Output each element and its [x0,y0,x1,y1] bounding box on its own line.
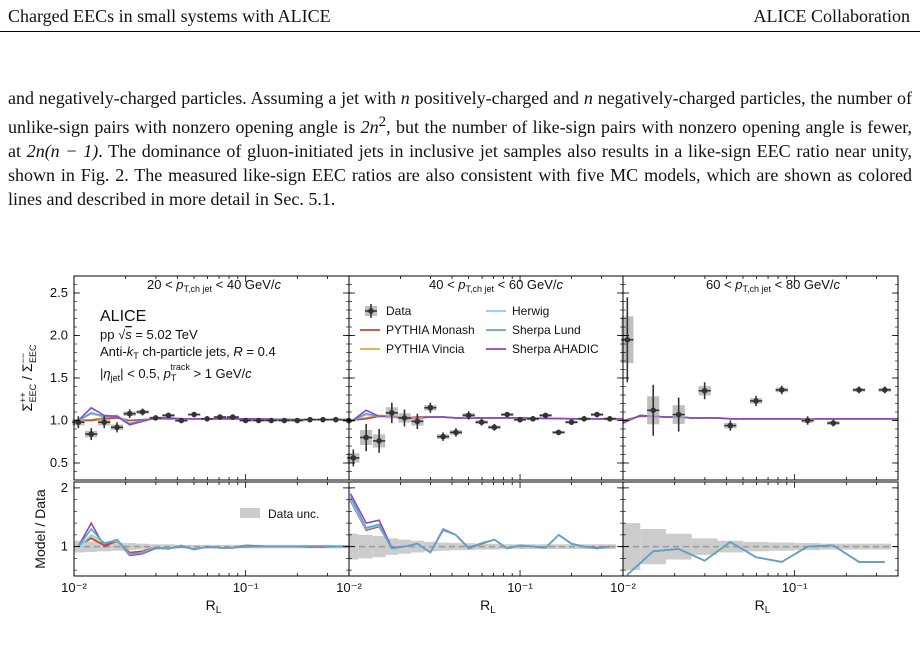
data-point [440,434,446,440]
data-point [556,430,562,436]
data-point [307,417,313,423]
data-point [466,413,472,419]
legend-unc-label: Data unc. [268,507,320,521]
data-point [530,416,536,422]
x-tick-label: 10⁻¹ [507,580,533,595]
panel-title: $20 < p_{T,ch jet} < 40$ GeV/c [147,277,282,294]
data-point [650,408,656,414]
body-paragraph: and negatively-charged particles. Assuming a jet with n positively-charged and n negatively-charged particles, the number of unlike-sign pairs with nonzero opening angle is $2n^2$, but the number of like-sign pairs with nonzero opening angle is fewer, at 2n(n − 1). The dominance of gluon-initiated jets in inclusive jet samples also results in a like-sign EEC ratio near unity, shown in Fig. 2. The measured like-sign EEC ratios are also consistent with five MC models, which are shown as colored lines and described in more detail in Sec. 5.1. [8,88,913,209]
data-unc-band [769,543,795,551]
header-rule [0,31,920,32]
model-line-sherpa_ahadic [74,408,349,425]
data-point [243,418,249,424]
data-point [728,423,734,429]
data-point [428,405,434,411]
x-tick-label: 10⁻² [610,580,636,595]
y-tick-label: 2.5 [49,285,68,300]
data-point [856,387,862,393]
data-point [415,419,421,425]
y-tick-label: 1.5 [49,370,68,385]
y-tick-label: 2.0 [49,327,68,343]
data-point [363,435,369,441]
ratio-line-sherpa_lund [351,497,610,553]
panel-frame-bottom [349,482,623,576]
data-point [625,337,631,343]
data-point [581,416,587,422]
y-axis-label-bottom: Model / Data [32,489,48,569]
legend-pythia-monash-label: PYTHIA Monash [386,323,475,337]
panel-frame-top [623,276,898,480]
data-point [753,398,759,404]
data-point [153,415,159,421]
data-point [805,418,811,424]
data-point [179,418,185,424]
panel-frame-bottom [74,482,349,576]
legend-data-point [368,308,374,314]
legend-data-label: Data [386,304,412,318]
x-axis-label: $R_L$ [205,597,222,616]
data-point [114,425,120,431]
data-point [191,412,197,418]
data-point [882,387,888,393]
y-tick-label: 1 [60,538,68,554]
data-point [320,417,326,423]
y-tick-label: 2 [60,479,68,495]
data-point [351,455,357,461]
model-line-sherpa_ahadic [623,415,898,423]
data-point [333,417,339,423]
y-tick-label: 0.5 [49,455,68,470]
data-point [282,418,288,424]
panel-title: $40 < p_{T,ch jet} < 60$ GeV/c [429,277,564,294]
data-point [702,388,708,394]
collision-system-label: pp √s = 5.02 TeV [100,327,198,342]
data-point [268,418,274,424]
data-point [88,431,94,437]
legend-unc-swatch [240,508,260,518]
data-point [127,411,133,417]
x-axis-label: $R_L$ [754,597,771,616]
panel-title: $60 < p_{T,ch jet} < 80$ GeV/c [706,277,841,294]
data-point [295,418,301,424]
data-point [779,387,785,393]
page-header [0,4,920,30]
eec-ratio-figure [0,252,920,646]
data-point [831,420,837,426]
data-point [453,430,459,436]
x-tick-label: 10⁻² [336,580,362,595]
data-point [402,415,408,421]
data-point [230,414,236,420]
x-axis-label: $R_L$ [480,597,496,616]
legend-sherpa-ahadic-label: Sherpa AHADIC [512,342,599,356]
data-point [479,419,485,425]
data-point [607,416,613,422]
legend-sherpa-lund-label: Sherpa Lund [512,323,581,337]
x-tick-label: 10⁻² [61,580,87,595]
x-tick-label: 10⁻¹ [232,580,259,595]
legend-pythia-vincia-label: PYTHIA Vincia [386,342,465,356]
data-point [676,412,682,418]
data-point [101,419,107,425]
x-tick-label: 10⁻¹ [781,580,808,595]
data-point [517,417,523,423]
data-point [256,418,262,424]
y-tick-label: 1.0 [49,412,68,428]
data-point [492,425,498,431]
data-point [204,416,210,422]
data-point [376,438,382,444]
data-point [594,412,600,418]
y-axis-label-top: Σ++EEC / Σ−−EEC [18,344,38,412]
data-point [504,412,510,418]
legend-herwig-label: Herwig [512,304,550,318]
jet-definition-label: Anti-$k_T$ ch-particle jets, R = 0.4 [100,344,276,361]
data-point [166,413,172,419]
kinematic-cuts-label: $|\eta_{jet}| < 0.5$, $p_Ttrack > 1$ GeV/c [100,362,252,383]
data-point [217,414,223,420]
running-title: Charged EECs in small systems with ALICE [8,6,331,26]
data-point [140,409,146,415]
data-point [389,410,395,416]
alice-label: ALICE [100,308,147,325]
running-author: ALICE Collaboration [753,6,910,26]
data-point [569,419,575,425]
data-point [543,413,549,419]
